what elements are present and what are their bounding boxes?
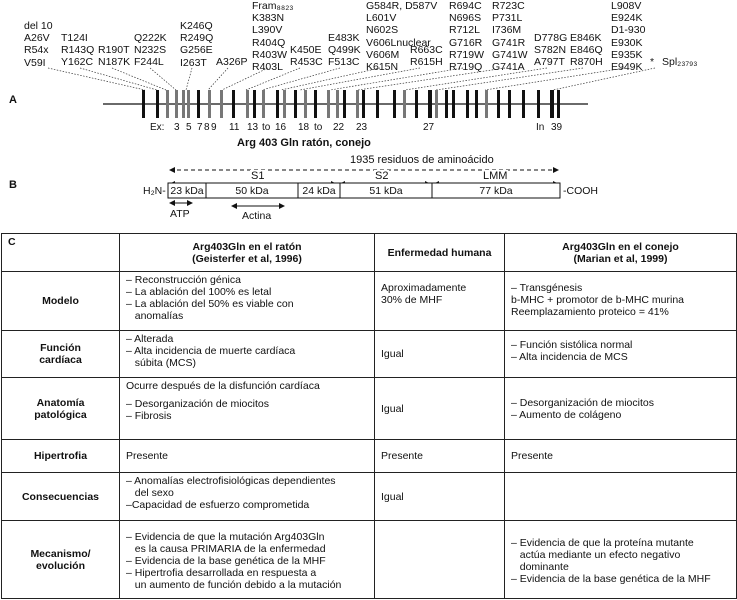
n-terminus-label: H₂N- [143, 185, 166, 197]
mutation-label: R249Q [180, 32, 214, 45]
exon-label: 18 [298, 122, 310, 133]
exon-label: 5 [186, 122, 192, 133]
table-row [2, 331, 737, 378]
cell-rabbit: Presente [505, 440, 737, 473]
connector-lines [48, 68, 655, 90]
mutation-label: P731L [492, 12, 523, 25]
mutation-label: G741W [492, 48, 528, 61]
mutation-label: S782N [534, 44, 567, 57]
mutation-label: D778G [534, 32, 568, 44]
cell-human [375, 521, 505, 599]
mutation-label: K383N [252, 12, 285, 25]
mutation-label: * [650, 56, 655, 68]
mutation-label: N232S [134, 44, 167, 57]
c-terminus-label: -COOH [563, 185, 598, 197]
exon-label: 13 [247, 122, 259, 133]
table-row [2, 272, 737, 331]
exon-label: 22 [333, 122, 345, 133]
exon-label: 23 [356, 122, 368, 133]
cell-mouse: Ocurre después de la disfunción cardíaca – Desorganización de miocitos – Fibrosis [120, 378, 375, 440]
exon-label: 3 [174, 122, 180, 133]
panel-c-letter: C [2, 234, 120, 272]
mutation-label: Q222K [134, 32, 167, 44]
mutation-label: R190T [98, 44, 130, 56]
mutation-label: I263T [180, 56, 207, 69]
atp-label: ATP [170, 208, 190, 220]
table-row [2, 378, 737, 440]
cell-human: Igual [375, 473, 505, 521]
mutation-label: R453C [290, 56, 323, 69]
mutation-label: E930K [611, 36, 643, 49]
cell-rabbit: – Desorganización de miocitos – Aumento de colágeno [505, 378, 737, 440]
cell-human: Igual [375, 378, 505, 440]
cell-mouse: – Reconstrucción génica – La ablación del 100% es letal – La ablación del 50% es viable con anomalías [120, 272, 375, 331]
header-mouse: Arg403Gln en el ratón (Geisterfer et al, 1996) [120, 234, 375, 272]
header-human: Enfermedad humana [375, 234, 505, 272]
mutation-label: R143Q [61, 44, 95, 57]
actina-label: Actina [242, 210, 272, 222]
mutation-label: G256E [180, 44, 213, 57]
mutation-label: R403L [252, 61, 283, 74]
cell-rabbit: – Función sistólica normal – Alta incidencia de MCS [505, 331, 737, 378]
mutation-label: R403W [252, 48, 288, 61]
mutation-label: R712L [449, 24, 480, 37]
mutation-label: F244L [134, 56, 164, 69]
segment-label: 23 kDa [170, 185, 204, 197]
mutation-label: Y162C [61, 56, 94, 69]
mutation-label: R694C [449, 0, 482, 12]
table-row [2, 440, 737, 473]
mutation-label: E483K [328, 32, 360, 44]
exon-label: 27 [423, 122, 435, 133]
mutation-label: N696S [449, 12, 482, 25]
segment-label: 50 kDa [235, 185, 269, 197]
mutation-label: I736M [492, 24, 522, 37]
segment-label: 77 kDa [479, 185, 513, 197]
region-label-lmm: LMM [483, 170, 508, 182]
row-label: Mecanismo/ evolución [2, 521, 120, 599]
mutation-label: R615H [410, 56, 443, 69]
mutation-label: R870H [570, 56, 603, 69]
header-rabbit: Arg403Gln en el conejo (Marian et al, 1999) [505, 234, 737, 272]
mutation-label: E846K [570, 32, 602, 44]
table-row [2, 473, 737, 521]
region-label-s1: S1 [251, 170, 265, 182]
exon-label: 39 [551, 122, 563, 133]
mutation-label: A326P [216, 56, 248, 68]
row-label: Modelo [2, 272, 120, 331]
mutation-label: R719Q [449, 61, 483, 74]
mutation-label: T124I [61, 32, 88, 44]
exon-label: 9 [211, 122, 217, 133]
mutation-label: F513C [328, 56, 360, 69]
mutation-label: V606Lnuclear [366, 36, 431, 49]
mutation-label: L908V [611, 0, 642, 12]
mutation-label: R723C [492, 0, 525, 12]
mutation-label: V606M [366, 48, 400, 61]
row-label: Consecuencias [2, 473, 120, 521]
mutation-label: R54x [24, 44, 49, 57]
cell-rabbit: – Evidencia de que la proteína mutante actúa mediante un efecto negativo dominante – Evidencia de la base genética de la MHF [505, 521, 737, 599]
mutation-label: E949K [611, 61, 643, 74]
mutation-label: G741A [492, 61, 525, 74]
mutation-label: R719W [449, 48, 485, 61]
row-label: Anatomía patológica [2, 378, 120, 440]
region-label-s2: S2 [375, 170, 389, 182]
mutation-label: E935K [611, 48, 643, 61]
mutation-label: D1-930 [611, 24, 646, 37]
cell-mouse: – Alterada – Alta incidencia de muerte cardíaca súbita (MCS) [120, 331, 375, 378]
exon-label: 11 [229, 122, 240, 133]
cell-human: Aproximadamente 30% de MHF [375, 272, 505, 331]
table-row [2, 521, 737, 599]
mutation-label: E924K [611, 12, 643, 25]
mutation-label: N602S [366, 24, 399, 37]
length-label: 1935 residuos de aminoácido [350, 154, 494, 166]
exon-label: to [262, 122, 271, 133]
exon-label: to [314, 122, 323, 133]
mutation-label: K246Q [180, 20, 213, 32]
mutation-label: G584R, D587V [366, 0, 438, 12]
mutation-label: A797T [534, 56, 565, 69]
panel-a-letter: A [9, 94, 17, 106]
mutation-label: Fram₈₈₂₃ [252, 0, 294, 12]
mutation-label: Spl₂₃₇₉₃ [662, 56, 698, 68]
panel-b-letter: B [9, 179, 17, 191]
mutation-label: A26V [24, 32, 50, 45]
cell-mouse: – Anomalías electrofisiológicas dependientes del sexo –Capacidad de esfuerzo comprometida [120, 473, 375, 521]
mutation-label: N187K [98, 56, 131, 69]
row-label: Función cardíaca [2, 331, 120, 378]
cell-rabbit: – Transgénesis b-MHC + promotor de b-MHC murina Reemplazamiento proteico = 41% [505, 272, 737, 331]
cell-mouse: – Evidencia de que la mutación Arg403Gln es la causa PRIMARIA de la enfermedad – Evidencia de la base genética de la MHF – Hipertrofia desarrollada en respuesta a un aumento de función debido a la mutación [120, 521, 375, 599]
cell-human: Presente [375, 440, 505, 473]
table-header-row [2, 234, 737, 272]
mutation-label: K615N [366, 61, 399, 74]
mutation-label: V59I [24, 56, 46, 69]
mutation-label: R404Q [252, 36, 286, 49]
panel-a-caption: Arg 403 Gln ratón, conejo [237, 137, 371, 149]
row-label: Hipertrofia [2, 440, 120, 473]
exon-label: 7 [197, 122, 203, 133]
mutation-label: Q499K [328, 44, 361, 57]
gene-structure-diagram [0, 0, 737, 130]
mutation-label: E846Q [570, 44, 603, 57]
exon-label: Ex: [150, 122, 165, 133]
mutation-label: del 10 [24, 20, 53, 32]
cell-rabbit [505, 473, 737, 521]
exon-label: 16 [275, 122, 287, 133]
exon-label: 8 [204, 122, 210, 133]
exon-label: In [536, 122, 545, 133]
segment-label: 24 kDa [302, 185, 336, 197]
mutation-label: K450E [290, 44, 322, 56]
comparison-table [1, 233, 737, 599]
mutation-label: L601V [366, 12, 397, 25]
mutation-label: L390V [252, 24, 283, 37]
mutation-label: G741R [492, 36, 526, 49]
mutation-label: G716R [449, 36, 483, 49]
segment-label: 51 kDa [369, 185, 403, 197]
mutation-label: R663C [410, 44, 443, 56]
cell-human: Igual [375, 331, 505, 378]
cell-mouse: Presente [120, 440, 375, 473]
